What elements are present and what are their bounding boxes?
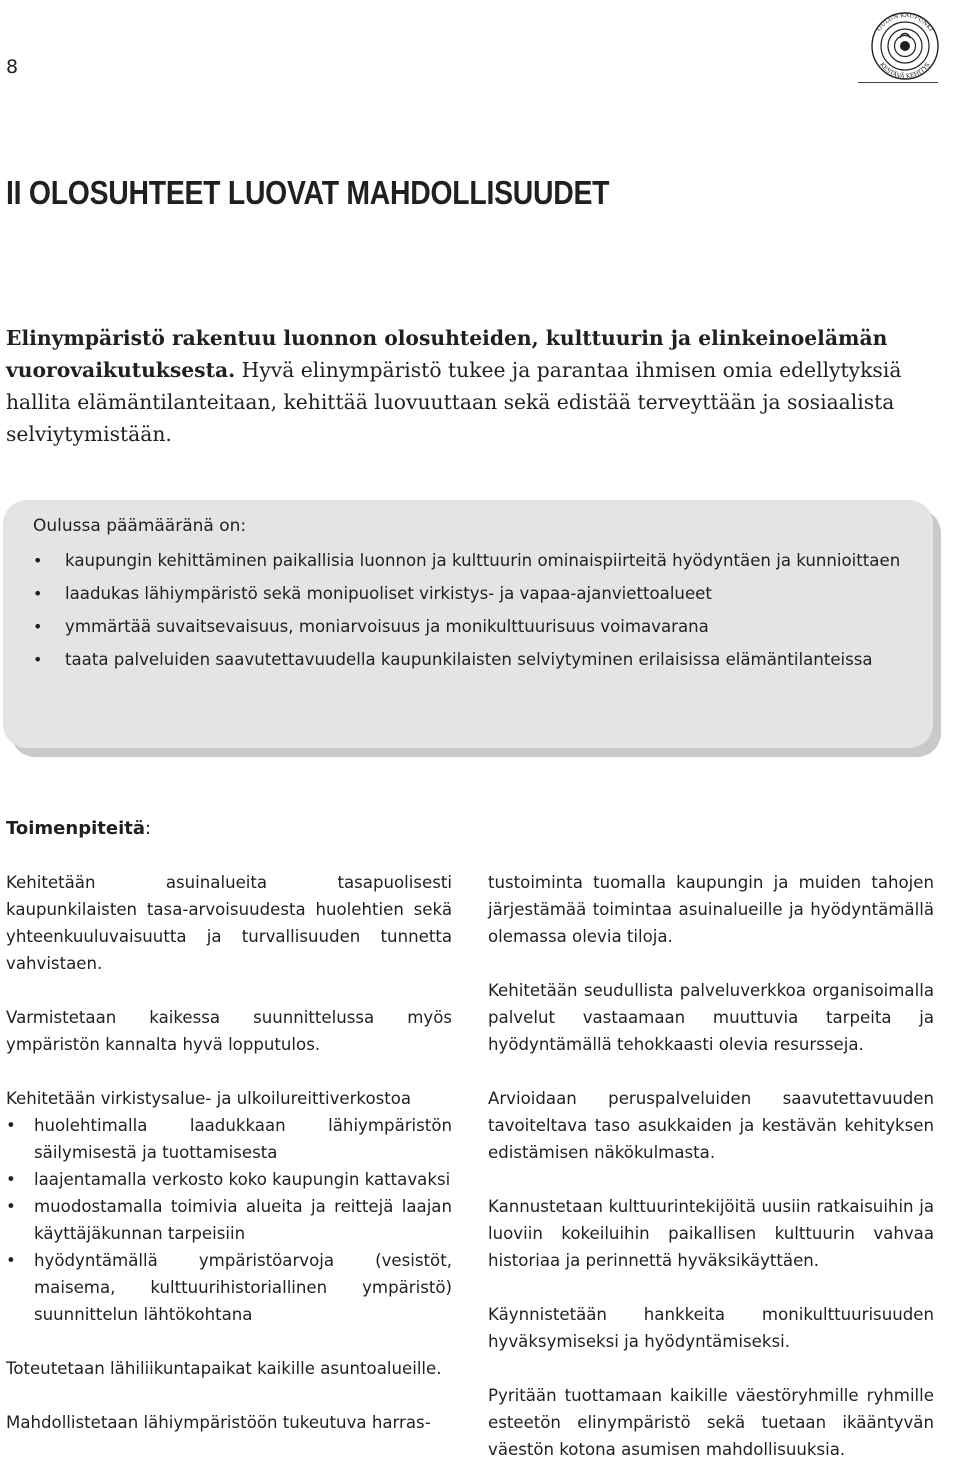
measure-paragraph: Kehitetään seudullista palveluverkkoa organisoimalla palvelut vastaamaan muuttuvia tarpeita ja hyödyntämällä tehokkaasti olevia resursseja. [488, 981, 934, 1054]
measure-paragraph: tustoiminta tuomalla kaupungin ja muiden tahojen järjestämää toimintaa asuinalueille ja hyödyntämällä olemassa olevia tiloja. [488, 873, 934, 946]
logo-bottom-text: KESTÄVÄ KEHITYS [878, 61, 932, 81]
goals-box [3, 500, 933, 748]
goal-item: • taata palveluiden saavutettavuudella kaupunkilaisten selviytyminen erilaisissa elämäntilanteissa [33, 647, 903, 673]
goal-item: • ymmärtää suvaitsevaisuus, moniarvoisuus ja monikulttuurisuus voimavarana [33, 614, 903, 640]
measure-paragraph: Varmistetaan kaikessa suunnittelussa myös ympäristön kannalta hyvä lopputulos. [6, 1008, 452, 1054]
measure-paragraph: Mahdollistetaan lähiympäristöön tukeutuva harras- [6, 1413, 431, 1432]
goals-heading: Oulussa päämääränä on: [33, 516, 247, 536]
measure-bullet: • laajentamalla verkosto koko kaupungin kattavaksi [6, 1166, 452, 1193]
header-rule [858, 82, 938, 83]
measure-paragraph: Kannustetaan kulttuurintekijöitä uusiin ratkaisuihin ja luoviin kokeiluihin paikallisen kulttuurin vahvaa historiaa ja perinnettä hyväksikäyttäen. [488, 1197, 934, 1270]
oulu-sustainable-development-logo [866, 8, 944, 84]
measures-heading [6, 816, 151, 842]
measure-paragraph: Arvioidaan peruspalveluiden saavutettavuuden tavoiteltava taso asukkaiden ja kestävän kehityksen edistämisen näkökulmasta. [488, 1089, 934, 1162]
measure-bullet: • muodostamalla toimivia alueita ja reittejä laajan käyttäjäkunnan tarpeisiin [6, 1193, 452, 1247]
measure-paragraph: Kehitetään virkistysalue- ja ulkoilureittiverkostoa [6, 1089, 412, 1108]
goal-item: • laadukas lähiympäristö sekä monipuoliset virkistys- ja vapaa-ajanviettoalueet [33, 581, 903, 607]
intro-lead: Elinympäristö rakentuu luonnon olosuhteiden, kulttuurin ja elinkeinoelämän vuorovaikutuksesta. [6, 326, 888, 382]
page-number: 8 [6, 56, 19, 78]
measure-bullet-list [6, 1112, 452, 1328]
measures-heading-text: Toimenpiteitä [6, 818, 145, 839]
measure-bullet: • hyödyntämällä ympäristöarvoja (vesistöt, maisema, kulttuurihistoriallinen ympäristö) suunnittelun lähtökohtana [6, 1247, 452, 1328]
logo-top-text: OULUN KAUPUNKI [875, 11, 935, 33]
goal-item: • kaupungin kehittäminen paikallisia luonnon ja kulttuurin ominaispiirteitä hyödyntäen ja kunnioittaen [33, 548, 903, 574]
intro-paragraph [6, 322, 936, 450]
goals-list [33, 548, 903, 673]
measure-bullet: • huolehtimalla laadukkaan lähiympäristön säilymisestä ja tuottamisesta [6, 1112, 452, 1166]
measure-paragraph: Pyritään tuottamaan kaikille väestöryhmille ryhmille esteetön elinympäristö sekä tuetaan ikääntyvän väestön kotona asumisen mahdollisuuksia. [488, 1386, 934, 1459]
measure-paragraph: Käynnistetään hankkeita monikulttuurisuuden hyväksymiseksi ja hyödyntämiseksi. [488, 1305, 934, 1351]
measures-heading-colon: : [145, 818, 152, 839]
measures-right-column [488, 869, 934, 1463]
measure-paragraph: Toteutetaan lähiliikuntapaikat kaikille asuntoalueille. [6, 1359, 442, 1378]
measures-left-column [6, 869, 452, 1436]
chapter-title: II OLOSUHTEET LUOVAT MAHDOLLISUUDET [6, 174, 610, 211]
intro-rest: Hyvä elinympäristö tukee ja parantaa ihmisen omia edellytyksiä hallita elämäntilanteitaan, kehittää luovuuttaan sekä edistää terveyttään ja sosiaalista selviytymistään. [6, 358, 902, 446]
measure-paragraph: Kehitetään asuinalueita tasapuolisesti kaupunkilaisten tasa-arvoisuudesta huolehtien sekä yhteenkuuluvaisuutta ja turvallisuuden tunnetta vahvistaen. [6, 873, 452, 973]
svg-text:KESTÄVÄ KEHITYS [878, 61, 932, 80]
